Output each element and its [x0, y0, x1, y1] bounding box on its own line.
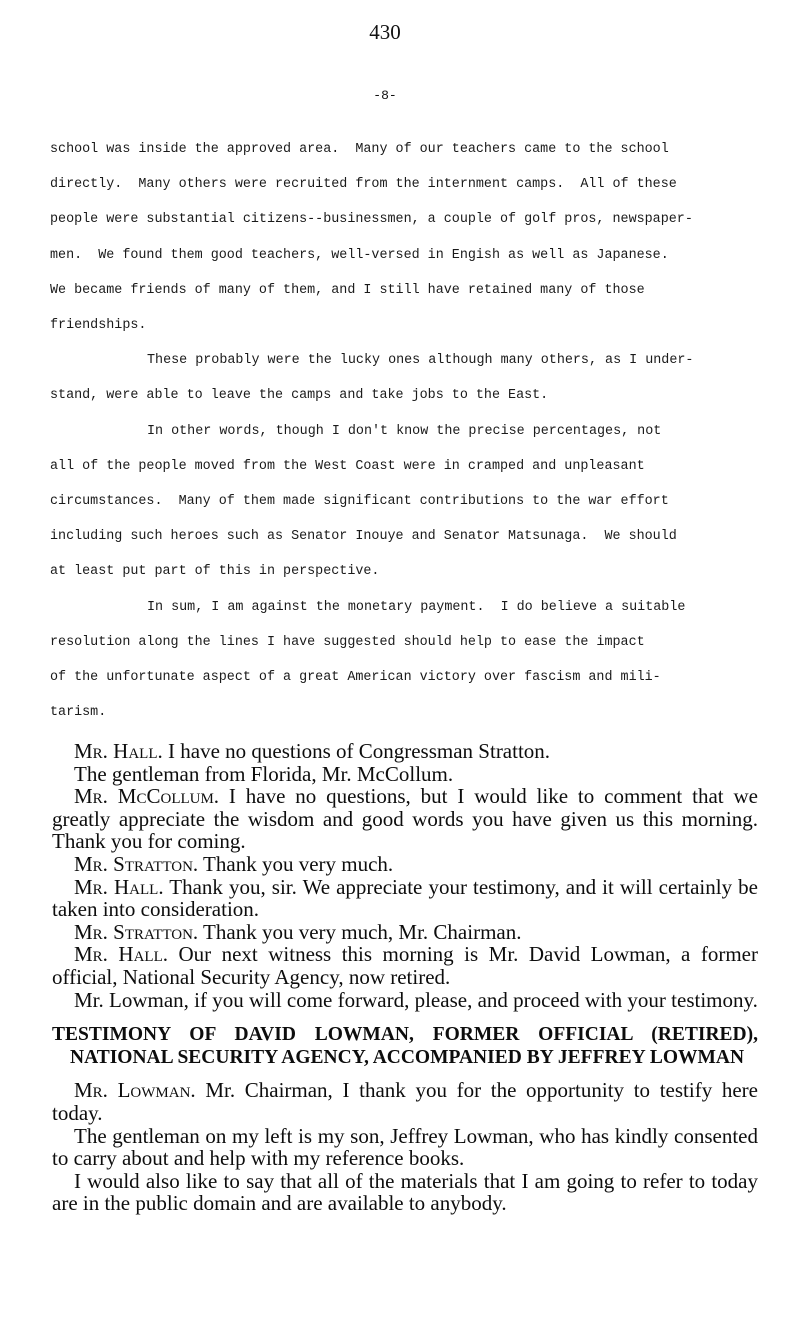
speaker-name: Mr. Hall. — [74, 942, 168, 967]
speech-text: Thank you, sir. We appreciate your testimony, and it will certainly be taken into consideration. — [52, 874, 758, 922]
transcript-paragraph — [52, 1170, 758, 1215]
transcript-paragraph — [52, 943, 758, 988]
speech-text: Our next witness this morning is Mr. David Lowman, a former official, National Security Agency, now retired. — [52, 942, 758, 989]
typed-line: including such heroes such as Senator Inouye and Senator Matsunaga. We should — [50, 529, 677, 545]
page-number: 430 — [369, 20, 401, 44]
speaker-name: Mr. Stratton. — [74, 919, 199, 944]
speech-text: I would also like to say that all of the materials that I am going to refer to today are in the public domain and are available to anybody. — [52, 1168, 758, 1216]
typed-line: tarism. — [50, 705, 107, 721]
testimony-heading: TESTIMONY OF DAVID LOWMAN, FORMER OFFICIAL (RETIRED), NATIONAL SECURITY AGENCY, ACCOMPANIED BY JEFFREY LOWMAN — [52, 1024, 758, 1068]
transcript-paragraph — [52, 989, 758, 1012]
speech-text: I have no questions of Congressman Stratton. — [162, 739, 551, 763]
speech-text: Thank you very much, Mr. Chairman. — [198, 919, 522, 944]
speaker-name: Mr. Hall. — [74, 739, 163, 763]
typed-line: In other words, though I don't know the precise percentages, not — [147, 423, 662, 439]
typed-line: friendships. — [50, 318, 147, 334]
typewritten-statement — [50, 132, 780, 730]
speech-text: The gentleman from Florida, Mr. McCollum. — [74, 761, 454, 786]
speech-text: I have no questions, but I would like to comment that we greatly appreciate the wisdom and good words you have given us this morning. Thank you for coming. — [52, 784, 758, 854]
typed-line: circumstances. Many of them made significant contributions to the war effort — [50, 494, 669, 510]
transcript-paragraph — [52, 1079, 758, 1124]
typed-line: In sum, I am against the monetary payment. I do believe a suitable — [147, 599, 686, 615]
typed-line: men. We found them good teachers, well-versed in Engish as well as Japanese. — [50, 247, 669, 263]
typed-page-number: -8- — [373, 88, 397, 103]
typed-line: resolution along the lines I have suggested should help to ease the impact — [50, 634, 645, 650]
typed-line: people were substantial citizens--businessmen, a couple of golf pros, newspaper- — [50, 212, 693, 228]
hearing-transcript — [52, 740, 758, 1215]
transcript-paragraph — [52, 740, 758, 763]
typed-line: stand, were able to leave the camps and take jobs to the East. — [50, 388, 549, 404]
speech-text: The gentleman on my left is my son, Jeffrey Lowman, who has kindly consented to carry about and help with my reference books. — [52, 1123, 758, 1171]
speaker-name: Mr. Hall. — [74, 874, 164, 899]
speaker-name: Mr. McCollum. — [74, 784, 220, 809]
transcript-paragraph — [52, 763, 758, 786]
typed-line: school was inside the approved area. Many of our teachers came to the school — [50, 142, 669, 157]
speaker-name: Mr. Lowman. — [74, 1078, 196, 1103]
typed-line: at least put part of this in perspective. — [50, 564, 380, 580]
typed-line: of the unfortunate aspect of a great American victory over fascism and mili- — [50, 670, 661, 686]
typed-line: directly. Many others were recruited from the internment camps. All of these — [50, 177, 677, 193]
speaker-name: Mr. Stratton. — [74, 851, 199, 876]
speech-text: Mr. Chairman, I thank you for the opportunity to testify here today. — [52, 1078, 758, 1125]
typed-line: We became friends of many of them, and I still have retained many of those — [50, 282, 645, 298]
speech-text: Mr. Lowman, if you will come forward, please, and proceed with your testimony. — [74, 987, 758, 1012]
transcript-paragraph — [52, 853, 758, 876]
transcript-paragraph — [52, 1125, 758, 1170]
transcript-paragraph — [52, 785, 758, 853]
typed-line: These probably were the lucky ones although many others, as I under- — [147, 353, 694, 369]
typed-line: all of the people moved from the West Coast were in cramped and unpleasant — [50, 458, 645, 474]
speech-text: Thank you very much. — [198, 851, 394, 876]
transcript-paragraph — [52, 876, 758, 921]
transcript-paragraph — [52, 921, 758, 944]
